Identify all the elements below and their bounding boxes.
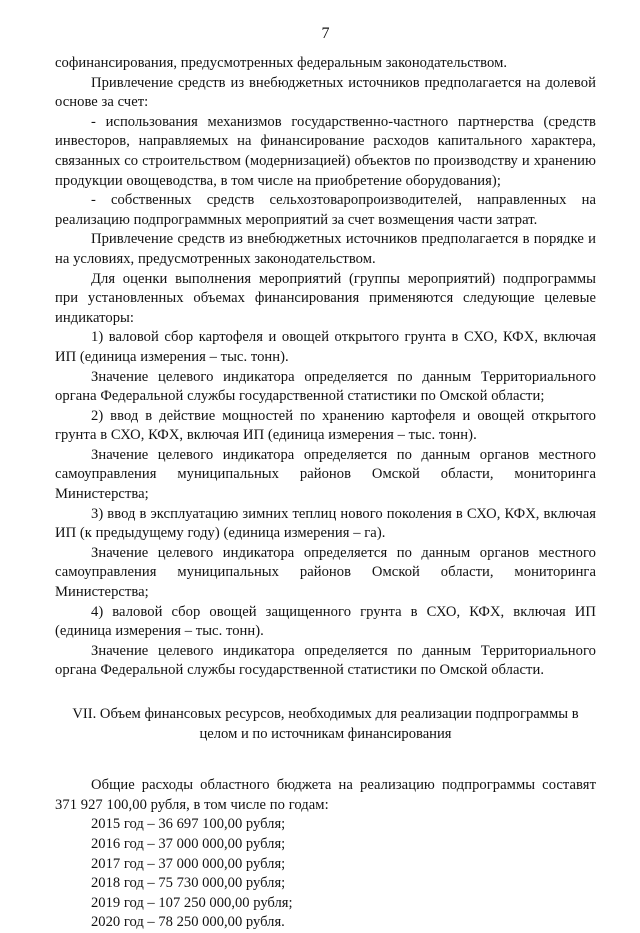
paragraph: Значение целевого индикатора определяется по данным Территориального органа Федеральной службы государственной статистики по Омской области;	[55, 368, 596, 405]
budget-year-item: 2015 год – 36 697 100,00 рубля;	[91, 816, 286, 833]
budget-year-item: 2016 год – 37 000 000,00 рубля;	[91, 835, 286, 852]
body-text	[55, 54, 596, 681]
paragraph: 4) валовой сбор овощей защищенного грунта в СХО, КФХ, включая ИП (единица измерения – тыс. тонн).	[55, 603, 596, 640]
section-heading: VII. Объем финансовых ресурсов, необходимых для реализации подпрограммы в целом и по источникам финансирования	[72, 706, 579, 742]
paragraph: Привлечение средств из внебюджетных источников предполагается в порядке и на условиях, предусмотренных законодательством.	[55, 231, 596, 267]
budget-year-item: 2020 год – 78 250 000,00 рубля.	[91, 914, 285, 931]
budget-year-item: 2017 год – 37 000 000,00 рубля;	[91, 855, 286, 872]
paragraph: Значение целевого индикатора определяется по данным органов местного самоуправления муниципальных районов Омской области, мониторинга Министерства;	[55, 446, 596, 503]
paragraph: софинансирования, предусмотренных федеральным законодательством.	[55, 55, 508, 71]
budget-intro: Общие расходы областного бюджета на реализацию подпрограммы составят 371 927 100,00 рубля, в том числе по годам:	[55, 777, 596, 813]
page-number: 7	[321, 25, 330, 42]
paragraph: Значение целевого индикатора определяется по данным органов местного самоуправления муниципальных районов Омской области, мониторинга Министерства;	[55, 544, 596, 601]
paragraph: Для оценки выполнения мероприятий (группы мероприятий) подпрограммы при установленных объемах финансирования применяются следующие целевые индикаторы:	[55, 270, 596, 326]
budget-year-item: 2018 год – 75 730 000,00 рубля;	[91, 875, 286, 892]
paragraph: 3) ввод в эксплуатацию зимних теплиц нового поколения в СХО, КФХ, включая ИП (к предыдущему году) (единица измерения – га).	[55, 505, 596, 542]
paragraph: Привлечение средств из внебюджетных источников предполагается на долевой основе за счет:	[55, 74, 596, 111]
paragraph: 1) валовой сбор картофеля и овощей открытого грунта в СХО, КФХ, включая ИП (единица измерения – тыс. тонн).	[55, 329, 596, 365]
paragraph: - собственных средств сельхозтоваропроизводителей, направленных на реализацию подпрограммных мероприятий за счет возмещения части затрат.	[55, 192, 596, 228]
document-page	[55, 22, 596, 933]
paragraph: 2) ввод в действие мощностей по хранению картофеля и овощей открытого грунта в СХО, КФХ, включая ИП (единица измерения – тыс. тонн).	[55, 407, 596, 444]
budget-by-year-list	[55, 815, 596, 933]
budget-year-item: 2019 год – 107 250 000,00 рубля;	[91, 894, 293, 911]
paragraph: Значение целевого индикатора определяется по данным Территориального органа Федеральной службы государственной статистики по Омской области.	[55, 642, 596, 679]
paragraph: - использования механизмов государственно-частного партнерства (средств инвесторов, направляемых на финансирование расходов капитального характера, связанных со строительством (модернизацией) объектов по производству и хранению продукции овощеводства, в том числе на приобретение оборудования);	[55, 113, 596, 189]
